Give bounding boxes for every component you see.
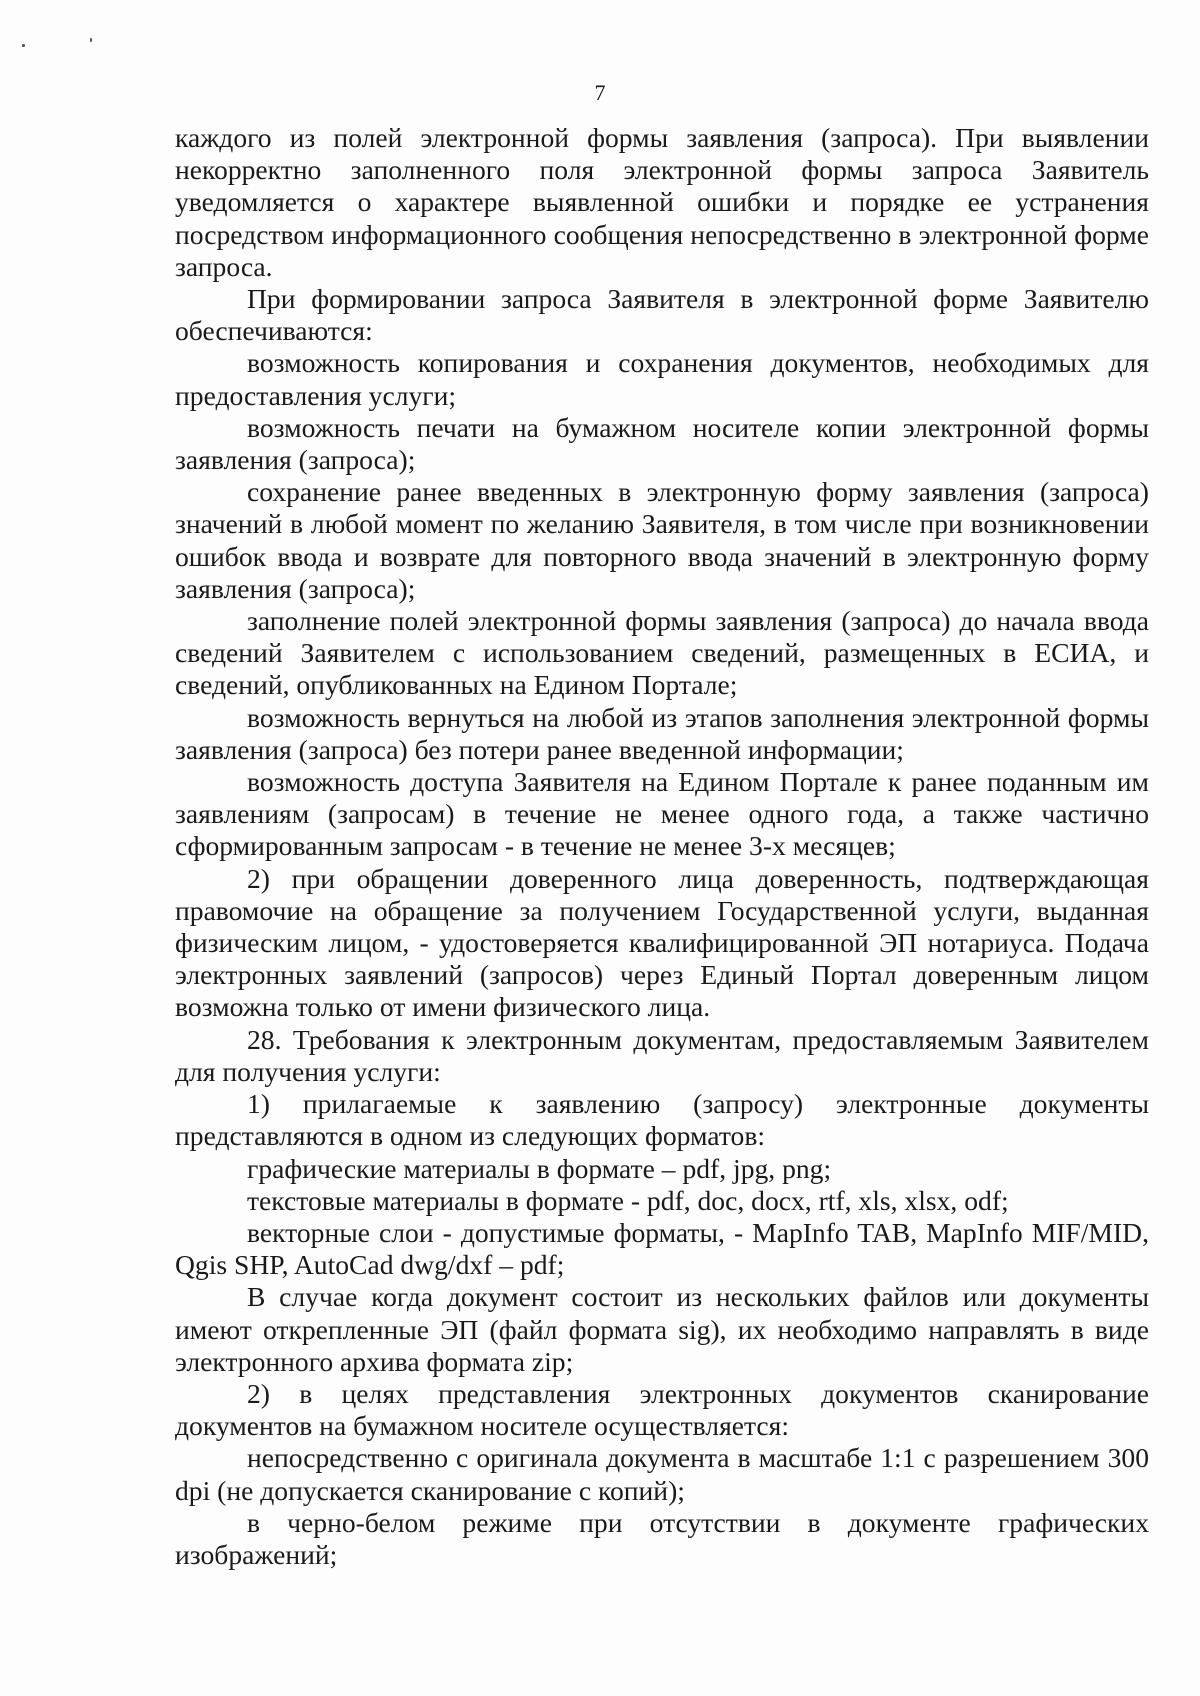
paragraph: сохранение ранее введенных в электронную форму заявления (запроса) значений в любой момент по желанию Заявителя, в том числе при возникновении ошибок ввода и возврате для повторного ввода значений в электронную форму заявления (запроса); — [175, 476, 1149, 604]
paragraph: 2) при обращении доверенного лица доверенность, подтверждающая правомочие на обращение за получением Государственной услуги, выданная физическим лицом, - удостоверяется квалифицированной ЭП нотариуса. Подача электронных заявлений (запросов) через Единый Портал доверенным лицом возможна только от имени физического лица. — [175, 862, 1149, 1023]
paragraph: При формировании запроса Заявителя в электронной форме Заявителю обеспечиваются: — [175, 283, 1149, 347]
paragraph: текстовые материалы в формате - pdf, doc, docx, rtf, xls, xlsx, odf; — [247, 1184, 1009, 1216]
paragraph: векторные слои - допустимые форматы, - MapInfo TAB, MapInfo MIF/MID, Qgis SHP, AutoCad dwg/dxf – pdf; — [175, 1216, 1149, 1281]
paragraph: возможность вернуться на любой из этапов заполнения электронной формы заявления (запроса) без потери ранее введенной информации; — [175, 701, 1149, 765]
paragraph: 28. Требования к электронным документам, предоставляемым Заявителем для получения услуги: — [175, 1023, 1149, 1087]
scan-speck — [90, 38, 92, 42]
page-number: 7 — [594, 80, 606, 105]
paragraph: В случае когда документ состоит из нескольких файлов или документы имеют открепленные ЭП (файл формата sig), их необходимо направлять в виде электронного архива формата zip; — [175, 1281, 1149, 1377]
paragraph: возможность копирования и сохранения документов, необходимых для предоставления услуги; — [175, 347, 1149, 411]
paragraph: возможность доступа Заявителя на Едином Портале к ранее поданным им заявлениям (запросам) в течение не менее одного года, а также частично сформированным запросам - в течение не менее 3-х месяцев; — [175, 766, 1149, 862]
paragraph: заполнение полей электронной формы заявления (запроса) до начала ввода сведений Заявителем с использованием сведений, размещенных в ЕСИА, и сведений, опубликованных на Едином Портале; — [175, 605, 1149, 701]
paragraph: 2) в целях представления электронных документов сканирование документов на бумажном носителе осуществляется: — [175, 1377, 1149, 1442]
paragraph: возможность печати на бумажном носителе копии электронной формы заявления (запроса); — [175, 411, 1149, 476]
paragraph: каждого из полей электронной формы заявления (запроса). При выявлении некорректно заполненного поля электронной формы запроса Заявитель уведомляется о характере выявленной ошибки и порядке ее устранения посредством информационного сообщения непосредственно в электронной форме запроса. — [175, 122, 1149, 282]
document-body — [175, 122, 1149, 1571]
paragraph: непосредственно с оригинала документа в масштабе 1:1 с разрешением 300 dpi (не допускается сканирование с копий); — [175, 1442, 1149, 1506]
paragraph: графические материалы в формате – pdf, jpg, png; — [247, 1152, 832, 1184]
paragraph: в черно-белом режиме при отсутствии в документе графических изображений; — [175, 1506, 1149, 1570]
paragraph: 1) прилагаемые к заявлению (запросу) электронные документы представляются в одном из следующих форматов: — [175, 1088, 1149, 1152]
scan-speck — [22, 44, 25, 47]
